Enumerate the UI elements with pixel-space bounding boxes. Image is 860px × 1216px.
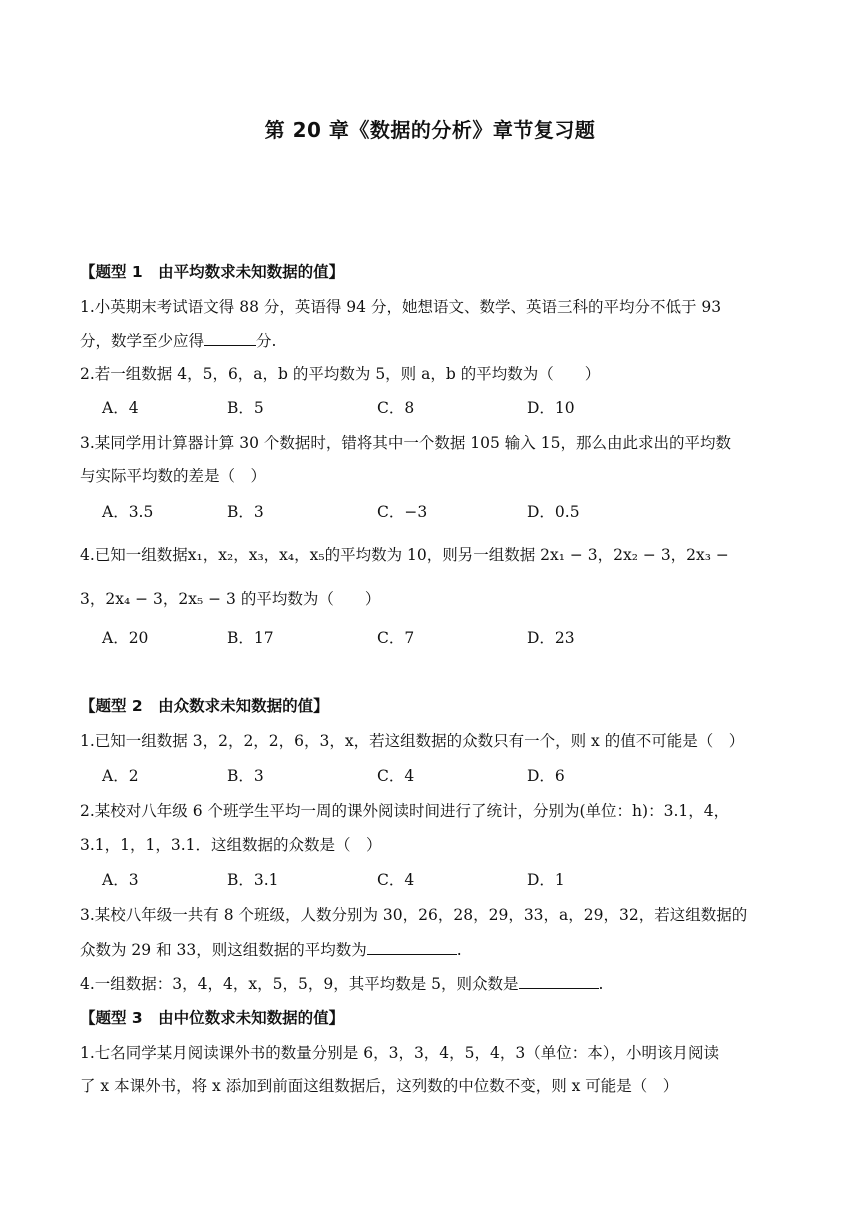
s1-q4-option-b[interactable]: B．17 [227, 629, 274, 647]
s1-q4-option-c[interactable]: C．7 [377, 629, 415, 647]
s1-q3-option-d[interactable]: D．0.5 [527, 503, 580, 521]
s2-q1-option-c[interactable]: C．4 [377, 767, 415, 785]
section-heading-3: 【题型 3 由中位数求未知数据的值】 [80, 1009, 345, 1027]
section-heading-1: 【题型 1 由平均数求未知数据的值】 [80, 263, 345, 281]
s3-q1-line2: 了 x 本课外书，将 x 添加到前面这组数据后，这列数的中位数不变，则 x 可能是（ ） [80, 1077, 679, 1095]
s1-q3-option-c[interactable]: C．−3 [377, 503, 428, 521]
s2-q3-text-b: . [456, 941, 462, 959]
s2-q2-option-b[interactable]: B．3.1 [227, 871, 279, 889]
s1-q3-line1: 3.某同学用计算器计算 30 个数据时，错将其中一个数据 105 输入 15，那么由此求出的平均数 [80, 434, 731, 452]
s1-q3-option-b[interactable]: B．3 [227, 503, 264, 521]
s2-q2-option-d[interactable]: D．1 [527, 871, 565, 889]
s1-q3-line2: 与实际平均数的差是（ ） [80, 467, 267, 485]
page-title: 第 20 章《数据的分析》章节复习题 [264, 118, 596, 142]
s2-q4-line [80, 973, 790, 994]
s1-q1-text-a: 分，数学至少应得 [80, 332, 205, 350]
answer-blank[interactable] [367, 939, 457, 955]
section-heading-2: 【题型 2 由众数求未知数据的值】 [80, 697, 329, 715]
s1-q2-line: 2.若一组数据 4，5，6，a，b 的平均数为 5，则 a，b 的平均数为（ ） [80, 365, 601, 383]
s2-q2-line2: 3.1，1，1，3.1．这组数据的众数是（ ） [80, 836, 382, 854]
s1-q1-line1: 1.小英期末考试语文得 88 分，英语得 94 分，她想语文、数学、英语三科的平均分不低于 93 [80, 298, 722, 316]
s1-q4-option-a[interactable]: A．20 [102, 629, 149, 647]
s2-q3-line1: 3.某校八年级一共有 8 个班级，人数分别为 30，26，28，29，33，a，29，32，若这组数据的 [80, 906, 748, 924]
s1-q2-option-d[interactable]: D．10 [527, 399, 575, 417]
s2-q4-text-a: 4.一组数据：3，4，4，x，5，5，9，其平均数是 5，则众数是 [80, 975, 519, 993]
s1-q2-option-b[interactable]: B．5 [227, 399, 264, 417]
s2-q1-option-a[interactable]: A．2 [102, 767, 139, 785]
s2-q1-line: 1.已知一组数据 3，2，2，2，6，3，x，若这组数据的众数只有一个，则 x 的值不可能是（ ） [80, 732, 745, 750]
s2-q3-text-a: 众数为 29 和 33，则这组数据的平均数为 [80, 941, 367, 959]
s1-q2-option-c[interactable]: C．8 [377, 399, 415, 417]
s2-q4-text-b: . [598, 975, 604, 993]
answer-blank[interactable] [519, 973, 599, 989]
s1-q2-option-a[interactable]: A．4 [102, 399, 139, 417]
s2-q2-option-c[interactable]: C．4 [377, 871, 415, 889]
s2-q2-line1: 2.某校对八年级 6 个班学生平均一周的课外阅读时间进行了统计，分别为(单位：h)：3.1，4， [80, 802, 730, 820]
s1-q4-line1: 4.已知一组数据x₁，x₂，x₃，x₄，x₅的平均数为 10，则另一组数据 2x₁ − 3，2x₂ − 3，2x₃ − [80, 546, 729, 564]
s2-q3-line2 [80, 939, 790, 960]
s1-q3-option-a[interactable]: A．3.5 [102, 503, 154, 521]
s1-q1-line2 [80, 330, 790, 351]
s2-q1-option-b[interactable]: B．3 [227, 767, 264, 785]
s2-q2-option-a[interactable]: A．3 [102, 871, 139, 889]
s1-q4-option-d[interactable]: D．23 [527, 629, 575, 647]
s1-q4-line2: 3，2x₄ − 3，2x₅ − 3 的平均数为（ ） [80, 590, 381, 608]
s1-q1-text-b: 分. [256, 332, 277, 350]
answer-blank[interactable] [204, 330, 256, 346]
s3-q1-line1: 1.七名同学某月阅读课外书的数量分别是 6，3，3，4，5，4，3（单位：本），小明该月阅读 [80, 1044, 719, 1062]
s2-q1-option-d[interactable]: D．6 [527, 767, 565, 785]
